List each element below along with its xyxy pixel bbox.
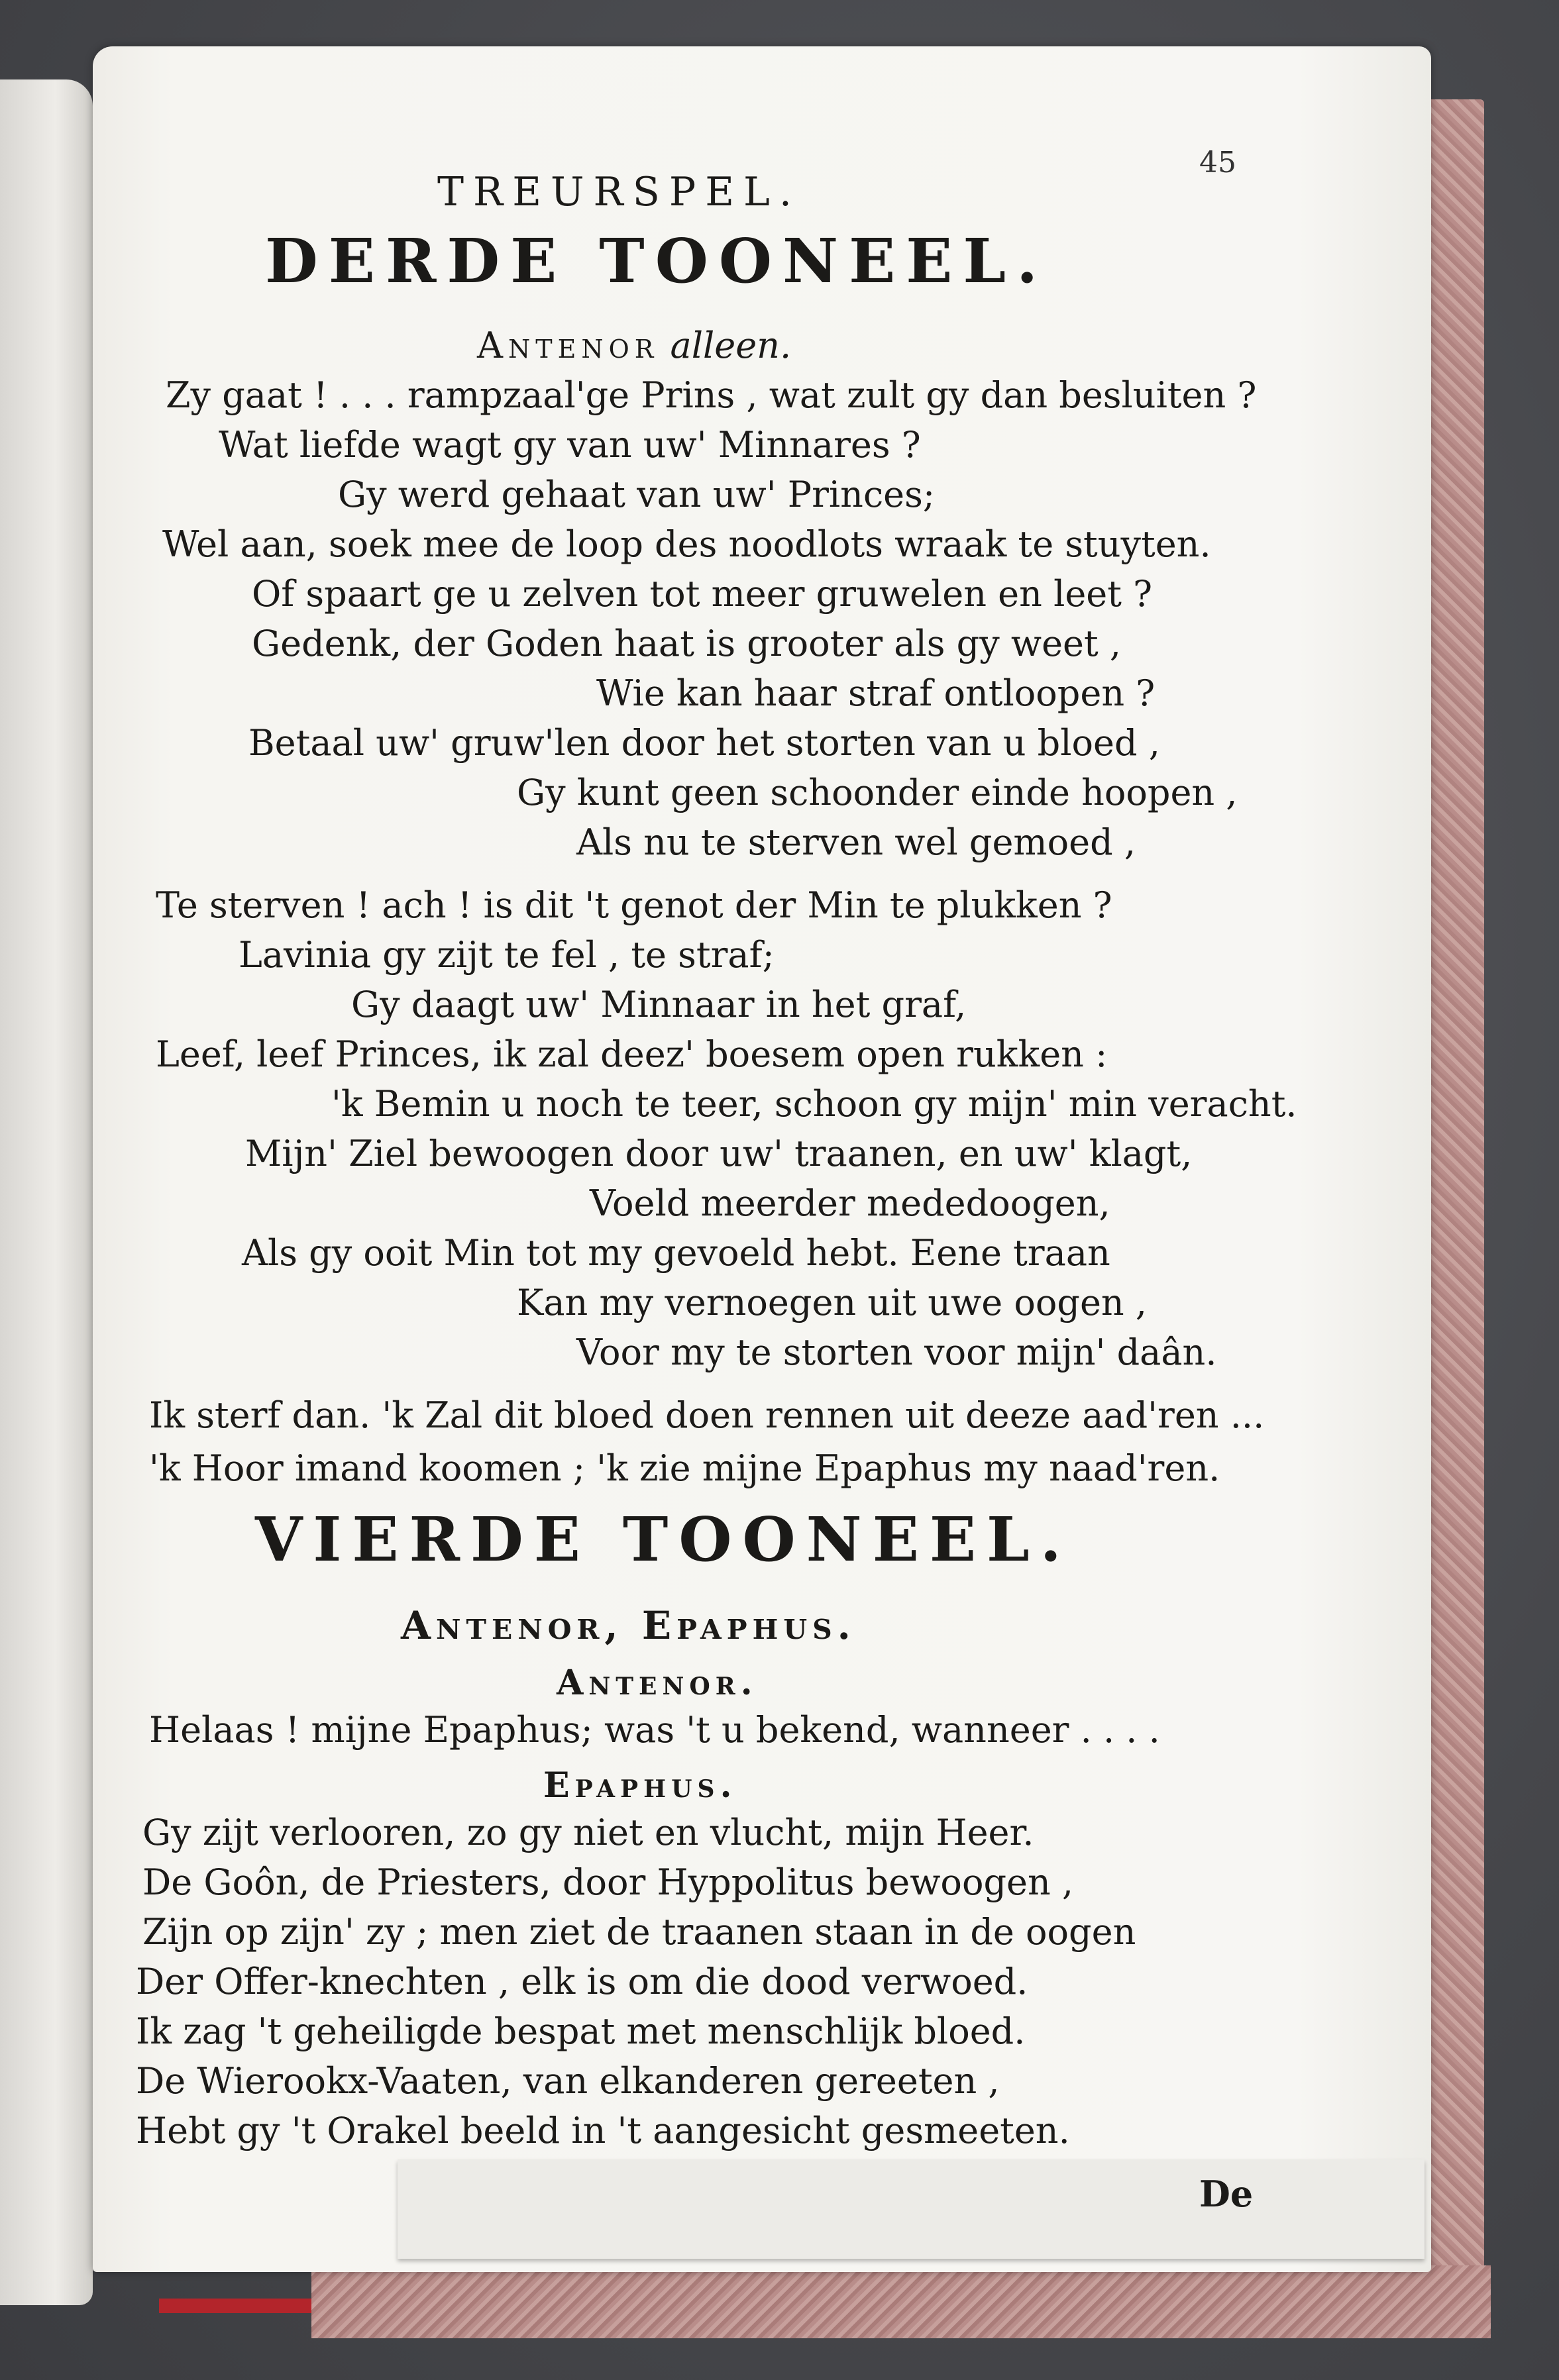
page-bottom-edge [398, 2159, 1425, 2259]
page-number: 45 [1199, 146, 1236, 180]
scene-heading-derde: DERDE TOONEEL. [265, 225, 1049, 297]
verse-line: Als nu te sterven wel gemoed , [576, 821, 1136, 863]
verse-line: Wel aan, soek mee de loop des noodlots wraak te stuyten. [162, 523, 1211, 565]
book-cover-bottom [311, 2265, 1491, 2338]
verse-line: 'k Hoor imand koomen ; 'k zie mijne Epaphus my naad'ren. [149, 1447, 1220, 1489]
verse-line: Gy kunt geen schoonder einde hoopen , [517, 772, 1238, 813]
verse-line: De Goôn, de Priesters, door Hyppolitus bewoogen , [142, 1861, 1074, 1903]
verse-line: 'k Bemin u noch te teer, schoon gy mijn' min veracht. [331, 1083, 1297, 1125]
verse-line: Wat liefde wagt gy van uw' Minnares ? [219, 424, 921, 466]
verse-line: Voor my te storten voor mijn' daân. [576, 1331, 1217, 1373]
verse-line: Voeld meerder mededoogen, [590, 1182, 1110, 1224]
verse-line: Lavinia gy zijt te fel , te straf; [239, 934, 775, 976]
verse-line: Ik zag 't geheiligde bespat met menschlijk bloed. [136, 2010, 1026, 2052]
speaker-epaphus: Epaphus. [543, 1765, 737, 1806]
verse-line: Helaas ! mijne Epaphus; was 't u bekend, wanneer . . . . [149, 1709, 1160, 1751]
verse-line: Zy gaat ! . . . rampzaal'ge Prins , wat zult gy dan besluiten ? [166, 374, 1257, 416]
verse-line: Kan my vernoegen uit uwe oogen , [517, 1282, 1148, 1323]
speaker-name: Antenor [477, 325, 659, 366]
verse-line: Gy daagt uw' Minnaar in het graf, [351, 984, 967, 1025]
scene-heading-vierde: VIERDE TOONEEL. [255, 1504, 1072, 1575]
verse-line: Of spaart ge u zelven tot meer gruwelen en leet ? [252, 573, 1153, 615]
verse-line: Gy werd gehaat van uw' Princes; [338, 474, 936, 515]
bookmark-ribbon [159, 2299, 311, 2313]
verse-line: Mijn' Ziel bewoogen door uw' traanen, en uw' klagt, [245, 1133, 1193, 1174]
speaker-antenor: Antenor. [557, 1663, 758, 1703]
verse-line: Hebt gy 't Orakel beeld in 't aangesicht gesmeeten. [136, 2110, 1070, 2151]
verse-line: Te sterven ! ach ! is dit 't genot der Min te plukken ? [156, 884, 1112, 926]
speaker-note: alleen. [670, 325, 792, 366]
scene-cast: Antenor, Epaphus. [401, 1603, 856, 1648]
verse-line: Wie kan haar straf ontloopen ? [596, 672, 1156, 714]
verse-line: Zijn op zijn' zy ; men ziet de traanen staan in de oogen [142, 1911, 1136, 1953]
left-page-edge [0, 79, 93, 2305]
verse-line: Betaal uw' gruw'len door het storten van u bloed , [248, 722, 1160, 764]
verse-line: Der Offer-knechten , elk is om die dood verwoed. [136, 1961, 1028, 2002]
verse-line: Leef, leef Princes, ik zal deez' boesem open rukken : [156, 1033, 1108, 1075]
running-head: TREURSPEL. [437, 169, 801, 215]
verse-line: Als gy ooit Min tot my gevoeld hebt. Eene traan [242, 1232, 1110, 1274]
catchword: De [1199, 2173, 1254, 2215]
left-page-bleed [0, 79, 93, 2305]
verse-line: Ik sterf dan. 'k Zal dit bloed doen rennen uit deeze aad'ren ... [149, 1394, 1265, 1436]
scene-speaker [477, 325, 791, 366]
verse-line: Gy zijt verlooren, zo gy niet en vlucht, mijn Heer. [142, 1812, 1034, 1853]
verse-line: De Wierookx-Vaaten, van elkanderen gereeten , [136, 2060, 1000, 2102]
verse-line: Gedenk, der Goden haat is grooter als gy weet , [252, 623, 1122, 664]
